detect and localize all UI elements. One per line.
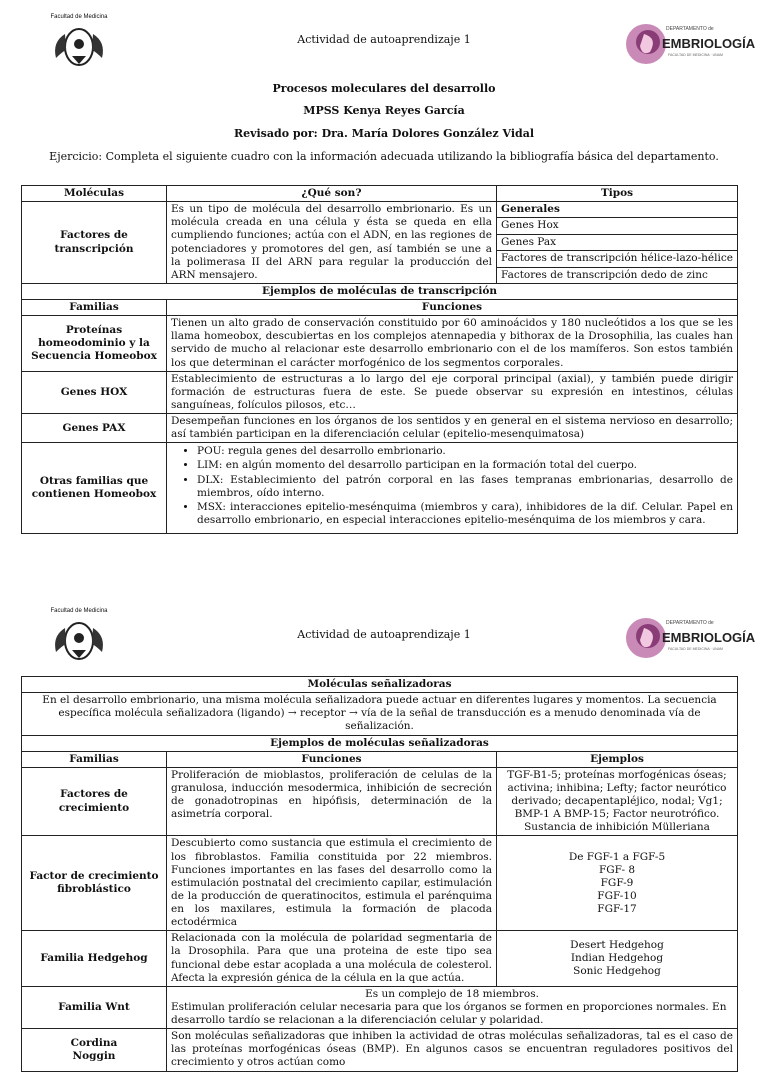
svg-text:EMBRIOLOGÍA: EMBRIOLOGÍA xyxy=(662,36,756,51)
svg-text:FACULTAD DE MEDICINA · UNAM: FACULTAD DE MEDICINA · UNAM xyxy=(668,647,723,651)
svg-text:FACULTAD DE MEDICINA · UNAM: FACULTAD DE MEDICINA · UNAM xyxy=(668,53,723,57)
reviewer: Revisado por: Dra. María Dolores González Vidal xyxy=(233,127,535,140)
function-cell: Establecimiento de estructuras a lo largo del eje corporal principal (axial), y también puede dirigir formación de estructuras fuera de este. Se puede observar su expresión en intestinos, células sanguíneas, folículos pilosos, etc… xyxy=(167,371,738,413)
page-2 xyxy=(0,512,768,1069)
section-header: Ejemplos de moléculas de transcripción xyxy=(22,283,738,299)
family-cell xyxy=(22,1029,167,1071)
function-cell: Son moléculas señalizadoras que inhiben la actividad de otras moléculas señalizadoras, tal es el caso de las proteínas morfogénicas óseas (BMP). En algunos casos se encuentran reguladores positivos del crecimiento y otros actúan como xyxy=(167,1029,738,1071)
function-cell: Relacionada con la molécula de polaridad segmentaria de la Drosophila. Para que una proteina de este tipo sea funcional debe estar acoplada a una molécula de colesterol. Afecta la expresión génica de la célula en la que actúa. xyxy=(167,931,497,987)
example-item: Sonic Hedgehog xyxy=(573,965,661,978)
type-item: Factores de transcripción hélice-lazo-hélice xyxy=(497,251,738,267)
signaling-table xyxy=(21,676,738,1072)
type-item: Genes Pax xyxy=(497,234,738,250)
page-1 xyxy=(0,0,768,526)
col-header-functions: Funciones xyxy=(167,300,738,316)
wnt-line: Estimulan proliferación celular necesaria para que los órganos se formen en proporciones normales. En desarrollo tardío se relacionan a la diferenciación celular y polaridad. xyxy=(171,1000,727,1026)
svg-text:EMBRIOLOGÍA: EMBRIOLOGÍA xyxy=(662,630,756,645)
embriologia-logo xyxy=(624,16,756,72)
svg-text:DEPARTAMENTO de: DEPARTAMENTO de xyxy=(666,26,714,32)
faculty-label: Facultad de Medicina xyxy=(50,608,108,614)
col-header-families: Familias xyxy=(22,300,167,316)
example-item: De FGF-1 a FGF-5 xyxy=(568,850,666,863)
col-header-molecules: Moléculas xyxy=(22,186,167,202)
function-cell xyxy=(167,986,738,1028)
wnt-line: Es un complejo de 18 miembros. xyxy=(365,987,539,1000)
function-cell: Descubierto como sustancia que estimula el crecimiento de los fibroblastos. Familia constituida por 22 miembros. Funciones importantes en las fases del desarrollo como la estimulación postnatal del crecimiento capilar, estimulación de la producción de queratinocitos, estimula el parénquima en los maxilares, estimula la formación de placoda ectodérmica xyxy=(167,836,497,931)
examples-cell xyxy=(497,836,738,931)
intro-text: En el desarrollo embrionario, una misma molécula señalizadora puede actuar en diferentes lugares y momentos. La secuencia específica molécula señalizadora (ligando) → receptor → vía de la señal de transducción es a menudo denominada vía de señalización. xyxy=(22,693,738,735)
document-title: Actividad de autoaprendizaje 1 xyxy=(297,628,471,641)
family-cell: Proteínas homeodominio y la Secuencia Homeobox xyxy=(22,316,167,372)
section-header: Ejemplos de moléculas señalizadoras xyxy=(22,735,738,751)
col-header-functions: Funciones xyxy=(167,751,497,767)
document-title: Actividad de autoaprendizaje 1 xyxy=(297,33,471,46)
example-item: FGF-9 xyxy=(600,876,634,889)
col-header-examples: Ejemplos xyxy=(497,751,738,767)
list-item: • POU: regula genes del desarrollo embrionario. xyxy=(197,445,733,458)
family-name: Cordina xyxy=(70,1036,118,1049)
examples-cell xyxy=(497,931,738,987)
family-name: Noggin xyxy=(72,1049,116,1062)
family-cell: Factores de crecimiento xyxy=(22,767,167,836)
transcription-table xyxy=(21,185,738,534)
example-item: FGF- 8 xyxy=(598,863,636,876)
example-item: FGF-17 xyxy=(597,903,637,915)
family-cell: Otras familias que contienen Homeobox xyxy=(22,443,167,534)
author: MPSS Kenya Reyes García xyxy=(303,104,465,117)
family-cell: Genes HOX xyxy=(22,371,167,413)
family-cell: Factor de crecimiento fibroblástico xyxy=(22,836,167,931)
list-item: • DLX: Establecimiento del patrón corporal en las fases tempranas embrionarias, desarrollo de miembros, oído interno. xyxy=(197,474,733,500)
family-cell: Familia Wnt xyxy=(22,986,167,1028)
function-cell: Desempeñan funciones en los órganos de los sentidos y en general en el sistema nervioso en desarrollo; así también participan en la diferenciación celular (epitelio-mesenquimatosa) xyxy=(167,414,738,443)
function-cell: Tienen un alto grado de conservación constituido por 60 aminoácidos y 180 nucleótidos a los que se les llama homeobox, descubiertas en los complejos atennapedia y bithorax de la Drosophilia, las cuales han servido de mucho al relacionar este desarrollo embrionario con el de los mamíferos. Son estos también los que determinan el carácter morfogénico de los segmentos corporales. xyxy=(167,316,738,372)
faculty-label: Facultad de Medicina xyxy=(50,14,108,20)
embriologia-logo xyxy=(624,610,756,666)
embryo-icon xyxy=(624,16,756,72)
family-cell: Genes PAX xyxy=(22,414,167,443)
instruction-text: Ejercicio: Completa el siguiente cuadro con la información adecuada utilizando la bibliografía básica del departamento. xyxy=(49,150,719,163)
col-header-what: ¿Qué son? xyxy=(167,186,497,202)
col-header-families: Familias xyxy=(22,751,167,767)
examples-cell: TGF-B1-5; proteínas morfogénicas óseas; activina; inhibina; Lefty; factor neurótico derivado; decapentapléjico, nodal; Vg1; BMP-1 A BMP-15; Factor neurotrófico. Sustancia de inhibición Mülleriana xyxy=(497,767,738,836)
section-title: Moléculas señalizadoras xyxy=(22,677,738,693)
list-item: • LIM: en algún momento del desarrollo participan en la formación total del cuerpo. xyxy=(197,459,733,472)
family-cell: Familia Hedgehog xyxy=(22,931,167,987)
types-head: Generales xyxy=(497,202,738,218)
type-item: Genes Hox xyxy=(497,218,738,234)
function-cell: Proliferación de mioblastos, proliferación de celulas de la granulosa, inducción mesodermica, inhibición de secreción de gonadotropinas en hipófisis, determinación de la asimetría corporal. xyxy=(167,767,497,836)
molecule-cell: Factores de transcripción xyxy=(22,202,167,284)
example-item: Indian Hedgehog xyxy=(570,951,664,964)
col-header-types: Tipos xyxy=(497,186,738,202)
page-heading: Procesos moleculares del desarrollo xyxy=(272,82,496,95)
svg-text:DEPARTAMENTO de: DEPARTAMENTO de xyxy=(666,620,714,626)
embryo-icon xyxy=(624,610,756,666)
what-cell: Es un tipo de molécula del desarrollo embrionario. Es un molécula creada en una célula y ésta se queda en ella cumpliendo funciones; actúa con el ADN, en las regiones de potenciadores y promotores del gen, así también se une a la polimerasa II del ARN para regular la producción del ARN mensajero. xyxy=(167,202,497,284)
example-item: FGF-10 xyxy=(597,889,637,902)
example-item: Desert Hedgehog xyxy=(570,938,664,951)
list-item: • MSX: interacciones epitelio-mesénquima (miembros y cara), inhibidores de la dif. Celular. Papel en desarrollo embrionario, en especial interacciones epitelio-mesénquima de los miembros y cara. xyxy=(197,501,733,527)
type-item: Factores de transcripción dedo de zinc xyxy=(497,267,738,283)
